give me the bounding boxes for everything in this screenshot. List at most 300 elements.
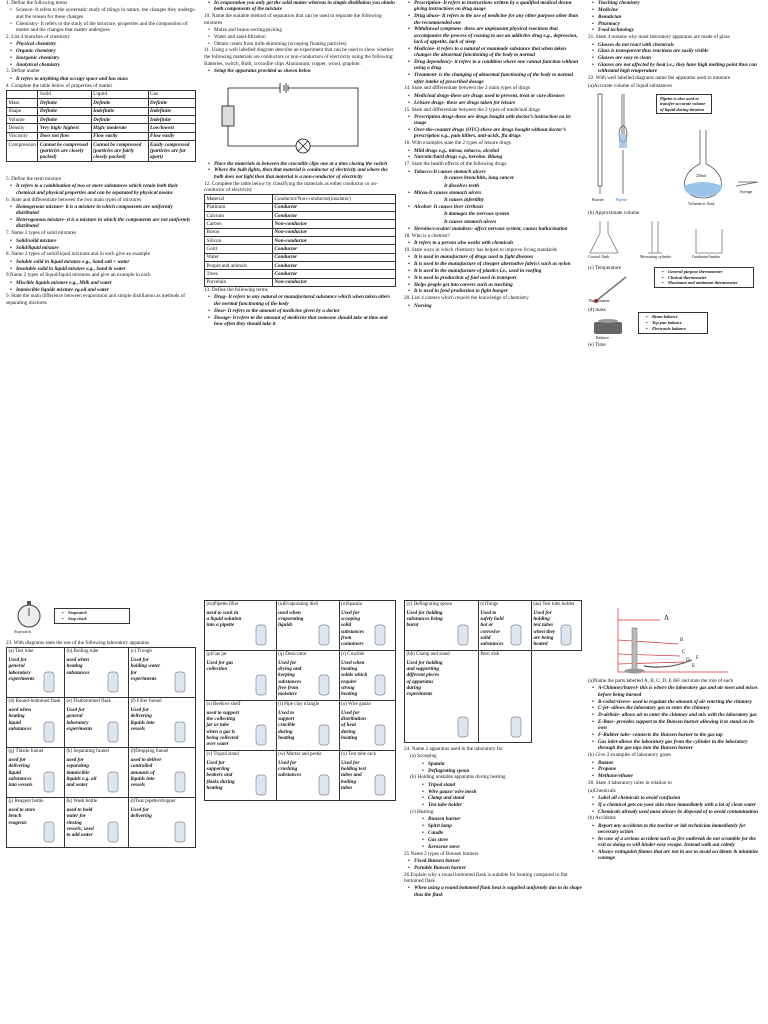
matter-cell: Definite	[91, 116, 148, 124]
apparatus-name: (d) Round-bottomed flask	[8, 698, 61, 704]
q11: 11. Using a well labelled diagram describe an experiment that can be used to show whether the following materials are conductors or non-conductors of electricity using the following:	[204, 47, 394, 60]
cond-cell: People and animals	[205, 262, 273, 270]
q1-chemistry: • Chemistry- It refers to the study of the structure, properties and the composition of matter and the changes that matter undergoes	[16, 21, 196, 34]
q6-heterogenous: • Heterogenous mixture- it is a mixture in which the components are not uniformly distributed	[16, 217, 196, 230]
thermometer-types	[654, 267, 754, 289]
apparatus-use: Used for general laboratory experiments	[66, 706, 93, 732]
cond-cell: Conductor	[272, 245, 395, 253]
q27-item: • D-airhole- allows air to enter the chimney and mix with the laboratory gas	[598, 712, 764, 718]
matter-cell: Indefinite	[91, 107, 148, 115]
time-figure	[6, 600, 196, 634]
q17-tobacco: • Tobacco-It causes stomach ulcers	[414, 169, 582, 175]
apparatus-use: Used for crushing substances	[278, 759, 302, 779]
q17-miraa: • Miraa-It causes stomach ulcers	[414, 190, 582, 196]
def-withdrawal: • Withdrawal symptoms- these are unpleasant physical reactions that accompanies the process of ceasing to use an addictive drug e.g., depression, lack of appetite, lack of sleep	[414, 26, 582, 45]
cond-cell: Water	[205, 253, 273, 261]
q13: 13. Define the following terms	[204, 287, 268, 294]
apparatus-name: (x) Test tube rack	[341, 751, 377, 757]
matter-head: Solid	[38, 90, 91, 98]
bunsen-burner-figure	[588, 600, 764, 678]
q21-item: • Glasses do not react with chemicals	[598, 42, 764, 48]
q28a-item: • Chemicals already used must always be disposed of to avoid contamination	[598, 809, 764, 815]
apparatus-icon	[503, 714, 529, 740]
balance-item: • Beam balance	[652, 314, 704, 319]
career-item: • Teaching chemistry	[598, 0, 764, 6]
q1-science: • Science- It refers to the systematic study of things in nature, the changes they undergo and the reason for these changes	[16, 7, 196, 20]
cond-head: Material	[205, 195, 273, 203]
apparatus-icon	[167, 669, 193, 695]
apparatus-icon	[311, 672, 337, 698]
q22d: (d) mass	[588, 306, 606, 313]
apparatus-use: Used for holding test tubes when they are being heated	[533, 609, 556, 648]
q17-alcohol-3: It causes stomach ulcers	[444, 218, 497, 225]
matter-cell: Cannot be compressed (particles are closely packed)	[38, 141, 91, 162]
matter-cell: Does not flow	[38, 132, 91, 140]
apparatus-icon	[503, 622, 529, 648]
apparatus-icon	[311, 722, 337, 748]
q17-tobacco-2: It causes bronchitis, lung cancer	[444, 175, 514, 182]
branch-item: • Physical chemistry	[16, 41, 196, 47]
q27-item: • C-jet- allows the laboratory gas to enter the chimney	[598, 705, 764, 711]
q9b: 9. State the main difference between evaporation and simple distillation as methods of separating mixtures	[6, 293, 185, 306]
q27b-item: • Propane	[598, 766, 764, 772]
apparatus-name: (s) Beehive shelf	[206, 701, 241, 707]
q8-insoluble: • Insoluble solid in liquid mixture e.g., Sand & water	[16, 266, 196, 272]
cond-head: Conductor/Non-conductor(insulator)	[272, 195, 395, 203]
q19-item: • It is used in manufacture of drugs used to fight diseases	[414, 254, 582, 260]
q14: 14. State and differentiate between the 2 main types of drugs	[404, 85, 530, 92]
apparatus-icon	[248, 672, 274, 698]
q3-answer: • It refers to anything that occupy space and has mass	[16, 76, 196, 82]
q10-item: • Maize and beans-sorting/picking	[214, 27, 396, 33]
q13-dose: • Dose- It refers to the amount of medicine given by a doctor	[214, 308, 396, 314]
q17-tobacco-3: It dissolves teeth	[444, 182, 480, 189]
q26-answer: • When using a round bottomed flask heat is supplied uniformly due to its shape thus the flask	[414, 885, 582, 898]
q24a-item: • Deflagrating spoon	[428, 768, 582, 774]
apparatus-use: used to deliver controlled amounts of liquids into vessels	[130, 756, 162, 789]
apparatus-use: used for delivering liquid substances into vessels	[8, 756, 33, 789]
apparatus-cell	[205, 751, 277, 801]
q17-heroine: • Heroine/cocaine/ mandrax- affect nervous system; causes hallucination	[414, 226, 582, 232]
apparatus-icon	[167, 769, 193, 795]
cond-cell: Trees	[205, 270, 273, 278]
apparatus-name: (g) Thistle funnel	[8, 748, 44, 754]
apparatus-name: (b) Boiling tube	[66, 648, 99, 654]
apparatus-use: Used when heating solids which require strong heating	[341, 659, 368, 698]
q3: 3. Define matter	[6, 68, 40, 75]
conical-label: Conical flask	[588, 254, 610, 260]
apparatus-icon	[36, 719, 62, 745]
apparatus-name: (r) Crucible	[341, 651, 365, 657]
matter-cell: Mass	[7, 99, 38, 107]
apparatus-name: (v) Tripod stand	[206, 751, 239, 757]
col2-top: • In evaporation you only get the solid matter whereas in simple distillation you obtain both components of the mixture	[214, 0, 396, 13]
apparatus-name: (m)Pipette filler	[206, 601, 239, 607]
apparatus-cell	[478, 651, 531, 743]
q20: 20. List 4 careers which require the knowledge of chemistry	[404, 295, 529, 302]
q13-drug: • Drug- It refers to any natural or manufactured substance which when taken alters the normal functioning of the body	[214, 294, 396, 307]
q16-item: • Mild drugs e.g., miraa, tobacco, alcohol	[414, 148, 582, 154]
q28: 28. State 4 laboratory rules in relation to	[588, 780, 672, 787]
apparatus-icon	[100, 669, 126, 695]
apparatus-name: (l)Teat pipette/dropper	[130, 798, 176, 804]
matter-cell: Indefinite	[148, 116, 195, 124]
cond-cell: Conductor	[272, 212, 395, 220]
q17-miraa-2: It causes infertility	[444, 196, 485, 203]
apparatus-icon	[100, 719, 126, 745]
q9-item: • Miscible liquids mixture e.g., Milk and water	[16, 280, 196, 286]
apparatus-cell	[7, 648, 65, 698]
matter-cell: Definite	[91, 99, 148, 107]
q10: 10. Name the suitable method of separation that can be used to separate the following mixtures	[204, 13, 382, 26]
career-item: • Food technology	[598, 27, 764, 33]
apparatus-row	[205, 751, 396, 801]
q9-item: • Immiscible liquids mixture eg.oil and water	[16, 287, 196, 293]
matter-cell: Low/lowest	[148, 124, 195, 132]
apparatus-icon	[100, 769, 126, 795]
q7: 7. Name 2 types of solid mixtures	[6, 230, 77, 237]
column-2	[204, 0, 396, 328]
apparatus-row	[7, 698, 196, 748]
q21: 21. State 4 reasons why most laboratory apparatus are made of glass	[588, 34, 730, 41]
apparatus-icon	[36, 769, 62, 795]
apparatus-name: (p)Gas jar	[206, 651, 227, 657]
apparatus-icon	[450, 714, 476, 740]
apparatus-icon	[367, 722, 393, 748]
apparatus-use: Used for holding and supporting different pieces of apparatus during experiments	[406, 659, 443, 698]
q28b: (b) Accidents	[588, 815, 616, 822]
apparatus-cell	[64, 648, 128, 698]
apparatus-cell	[405, 651, 479, 743]
apparatus-name: (y) Deflagrating spoon	[406, 601, 453, 607]
apparatus-icon	[36, 819, 62, 845]
apparatus-cell	[7, 798, 65, 848]
apparatus-use: used for separating immiscible liquids e.g. oil and water	[66, 756, 97, 789]
apparatus-row	[405, 651, 582, 743]
q24b-item: • Tripod stand	[428, 782, 582, 788]
stopwatch-label: Stopwatch	[14, 629, 31, 634]
apparatus-row	[205, 601, 396, 651]
apparatus-name: (z)Tongs	[480, 601, 499, 607]
label-b: B	[680, 638, 684, 643]
q9: 9.Name 2 types of liquid/liquid mixtures and give an example in each	[6, 272, 151, 279]
q28b-item: • Always extinguish flames that are not in use to avoid accidents & minimize wastage	[598, 849, 764, 862]
apparatus-use: Used for drying and keeping substances free from moisture	[278, 659, 302, 698]
apparatus-icon	[367, 672, 393, 698]
apparatus-cell	[129, 748, 196, 798]
apparatus-name: (e) Flatbottomed flask	[66, 698, 111, 704]
thermometer-label: Thermometer	[588, 297, 610, 303]
q19-item: • It is used in the manufacture of plastics i.e., used in roofing	[414, 268, 582, 274]
bottom-column-2	[204, 600, 396, 801]
apparatus-use: used to hold water for rinsing vessels; used to add water	[66, 806, 94, 839]
apparatus-cell	[478, 601, 531, 651]
q6: 6. State and differentiate between the two main types of mixtures	[6, 196, 142, 203]
apparatus-icon	[100, 819, 126, 845]
apparatus-cell	[129, 698, 196, 748]
apparatus-name: (w) Mortar and pestle	[278, 751, 322, 757]
q24a: (a) Scooping	[410, 753, 437, 760]
apparatus-cell	[276, 751, 339, 801]
cond-cell: Non-conductor	[272, 278, 395, 286]
q15: 15. State and differentiate between the 2 types of medicinal drugs	[404, 106, 541, 113]
apparatus-cell	[339, 601, 395, 651]
q24b-item: • Clamp and stand	[428, 795, 582, 801]
apparatus-use: Used for supporting beakers and flasks during heating	[206, 759, 235, 791]
apparatus-cell	[7, 748, 65, 798]
apparatus-cell	[339, 751, 395, 801]
label-f: F	[696, 656, 699, 661]
q27b: (b) Give 2 examples of laboratory gases	[588, 752, 671, 759]
branch-item: • Analytical chemistry	[16, 62, 196, 68]
apparatus-icon	[36, 669, 62, 695]
q28b-item: • In case of a serious accident such as fire outbreak do not scramble for the exit as doing so will hinder easy escape. Instead walk out calmly	[598, 836, 764, 849]
cond-cell: Conductor	[272, 253, 395, 261]
apparatus-cell	[205, 701, 277, 751]
apparatus-use: used to suck in a liquid solution into a pipette	[206, 609, 242, 629]
apparatus-icon	[450, 622, 476, 648]
q16: 16. With examples state the 2 types of leisure drugs	[404, 140, 511, 147]
q5: 5. Define the term mixture	[6, 176, 62, 183]
cond-cell: Non-conductor	[272, 237, 395, 245]
q27b-item: • Butane	[598, 760, 764, 766]
apparatus-cell	[276, 651, 339, 701]
apparatus-row	[7, 648, 196, 698]
balance-item: • Electronic balance	[652, 326, 704, 331]
apparatus-name: (aa) Test tube holder	[533, 601, 575, 607]
q28a: (a)Chemicals	[588, 787, 616, 794]
career-item: • Medicine	[598, 7, 764, 13]
apparatus-use: Used for holding test tubes and boiling tubes	[341, 759, 366, 791]
def-prescription: • Prescription- It refers to instructions written by a qualified medical doctor giving instructions on drug usage	[414, 0, 582, 13]
apparatus-use: Used for distribution of heat during heating	[341, 709, 366, 741]
bottom-column-1	[6, 600, 196, 848]
apparatus-name: (o)Spatula	[341, 601, 362, 607]
beaker-label: Graduated beaker	[692, 254, 721, 260]
q25: 25 Name 2 types of Bunsen burners	[404, 850, 479, 857]
matter-head	[7, 90, 38, 98]
conductor-table	[204, 194, 396, 287]
q27b-item: • Methane/ethane	[598, 773, 764, 779]
matter-cell: Shape	[7, 107, 38, 115]
apparatus-use: Used for general laboratory experiments	[8, 656, 35, 682]
def-dependency: • Drug dependency- it refers to a condition where one cannot function without using a drug	[414, 59, 582, 72]
q22a: (a)Accurate volume of liquid substances	[588, 82, 672, 89]
apparatus-row	[205, 651, 396, 701]
apparatus-name: (f) Filter funnel	[130, 698, 162, 704]
q27-item: • F-Rubber tube- connects the Bunsen burner to the gas tap	[598, 732, 764, 738]
bottom-column-3	[404, 600, 582, 899]
apparatus-icon	[167, 819, 193, 845]
def-medicine: • Medicine- it refers to a natural or manmade substance that when taken changes the abnormal functioning of the body to normal	[414, 46, 582, 59]
q27-item: • E-Base- provides support to the Bunsen burner allowing it to stand on its own	[598, 719, 764, 732]
apparatus-use: Used to safely hold hot or corrosive solid substances	[480, 609, 504, 648]
cond-cell: Calcium	[205, 212, 273, 220]
q24c-item: • Bunsen burner	[428, 816, 582, 822]
q2: 2. List 4 branches of chemistry	[6, 33, 71, 40]
apparatus-icon	[367, 772, 393, 798]
matter-cell: Definite	[38, 99, 91, 107]
apparatus-row	[7, 748, 196, 798]
q24c-item: • Candle	[428, 830, 582, 836]
matter-head: Liquid	[91, 90, 148, 98]
q24: 24. Name 2 apparatus used in the laboratory for	[404, 746, 503, 752]
q19-item: • It is used in production of fuel used in transport	[414, 275, 582, 281]
q27-item: • Gas inlet-allows the laboratory gas from the cylinder in the laboratory through the gas taps into the Bunsen burner	[598, 739, 764, 752]
q11-materials: Batteries, switch, Bulb, crocodile clips Aluminium, copper, wood, graphite.	[204, 61, 361, 68]
matter-cell: Indefinite	[148, 107, 195, 115]
apparatus-use: Used to support crucible during heating	[278, 709, 296, 741]
q21-item: • Glasses are easy to clean	[598, 55, 764, 61]
q19-item: • Helps people get into careers such as teaching	[414, 282, 582, 288]
apparatus-name: (j) Reagent bottle	[8, 798, 44, 804]
apparatus-name: (n)Evaporating dish	[278, 601, 319, 607]
page-bottom	[0, 600, 768, 1024]
q23: 23. With diagrams state the use of the following laboratory apparatus	[6, 640, 150, 646]
balance-types	[638, 312, 708, 334]
q28a-item: • Label all chemicals to avoid confusion	[598, 795, 764, 801]
q24c-item: • Spirit lamp	[428, 823, 582, 829]
label-c: C	[682, 650, 686, 655]
apparatus-icon	[248, 772, 274, 798]
career-item: • Beautician	[598, 14, 764, 20]
apparatus-cell	[129, 648, 196, 698]
apparatus-cell	[205, 601, 277, 651]
q20-item: • Nursing	[414, 303, 582, 309]
matter-cell: Compression	[7, 141, 38, 162]
cond-cell: Non-conductor	[272, 228, 395, 236]
apparatus-row	[405, 601, 582, 651]
pipette-note: Pipette is also used to transfer accurate volume of liquid during titration	[656, 94, 712, 114]
apparatus-use: used when evaporating liquids	[278, 609, 304, 629]
q27-item: • B-collar/sleeve- used to regulate the amount of air entering the chimney	[598, 699, 764, 705]
cylinder-label: Measuring cylinder	[640, 254, 672, 260]
vflask-label: Volumetric flask	[688, 200, 715, 206]
apparatus-use: used when heating liquid substances	[8, 706, 32, 732]
bottom-column-4	[588, 600, 764, 862]
apparatus-grid-2	[204, 600, 396, 801]
volumetric-figure	[588, 90, 764, 210]
cond-cell: Platinum	[205, 203, 273, 211]
q19-item: • It is used in the manufacture of cheaper alternative fabrics such as nylon	[414, 261, 582, 267]
label-e: E	[692, 664, 696, 669]
q7-item: • Solid/liquid mixture	[16, 245, 196, 251]
approx-glassware-icon	[588, 217, 764, 265]
matter-cell: Cannot be compressed (particles are fairly closely packed)	[91, 141, 148, 162]
q11-step2: • Where the bulb lights, then that material is conductor of electricity and where the bulb does not light then that material is a non-conductor of electricity	[214, 167, 396, 180]
q24b: (b) Holding unstable apparatus during heating	[410, 774, 506, 781]
cond-cell: Conductor	[272, 203, 395, 211]
apparatus-icon	[553, 622, 579, 648]
q17-alcohol-2: It damages the nervous system	[444, 211, 510, 218]
apparatus-cell	[64, 798, 128, 848]
q14-item: • Medicinal drugs-these are drugs used to prevent, treat or cure diseases	[414, 93, 582, 99]
q18: 18. Who is a chemist?	[404, 232, 450, 239]
q24c: (c) Heating	[410, 809, 434, 816]
matter-cell: Viscosity	[7, 132, 38, 140]
q15-item: • Prescription drugs-these are drugs bought with doctor’s instruction on its usage	[414, 114, 582, 127]
thermo-item: • Maximum and minimum thermometer	[668, 280, 750, 285]
q4: 4. Complete the table below of properties of matter	[6, 82, 113, 89]
q19-item: • It is used in food production to fight hunger	[414, 288, 582, 294]
volume-label: 250ml	[696, 172, 707, 178]
apparatus-grid-1	[6, 647, 196, 848]
matter-cell: Definite	[38, 116, 91, 124]
q11-step1: • Place the materials in between the crocodile clips one at a time closing the switch	[214, 161, 396, 167]
q24b-item: • Wire gauze/ wire mesh	[428, 789, 582, 795]
q24a-item: • Spatula	[428, 761, 582, 767]
matter-cell: Easily compressed (particles are far apart)	[148, 141, 195, 162]
cond-cell: Non-conductor	[272, 220, 395, 228]
matter-cell: Volume	[7, 116, 38, 124]
pipette-label: Pipette	[616, 196, 628, 202]
apparatus-cell	[276, 701, 339, 751]
apparatus-row	[7, 798, 196, 848]
matter-cell: Definite	[148, 99, 195, 107]
apparatus-grid-3	[404, 600, 582, 743]
q17-alcohol: • Alcohol- It causes liver cirrhosis	[414, 204, 582, 210]
apparatus-cell	[276, 601, 339, 651]
q25-item: • Fixed Bunsen burner	[414, 858, 582, 864]
q1: 1. Define the following terms	[6, 0, 68, 6]
q11-setup: • Setup the apparatus provided as shown below	[214, 68, 396, 74]
q24c-item: • Gas stove	[428, 837, 582, 843]
q13-dosage: • Dosage- it refers to the amount of medicine that someone should take at time and how often they should take it	[214, 315, 396, 328]
balance-label: Balance	[596, 335, 609, 340]
apparatus-name: (q) Desiccator	[278, 651, 307, 657]
label-d: D	[686, 658, 690, 663]
q7-item: • Solid/solid mixture	[16, 238, 196, 244]
q22b: (b) Approximate volume	[588, 209, 640, 216]
mass-figure	[588, 314, 764, 342]
column-3	[404, 0, 582, 309]
apparatus-use: used when heating substances	[66, 656, 90, 676]
def-treatment: • Treatment- is the changing of abnormal functioning of the body to normal after intake of prescribed dosage	[414, 72, 582, 85]
cond-cell: Boron	[205, 228, 273, 236]
syringe-label: Syringe	[740, 188, 753, 194]
approx-volume-figure	[588, 217, 764, 265]
matter-cell: Density	[7, 124, 38, 132]
cond-cell: Porcelain	[205, 278, 273, 286]
burette-label: Burette	[592, 196, 604, 202]
stopwatch-icon	[14, 600, 44, 630]
apparatus-name: (k) Separating funnel	[66, 748, 109, 754]
q28a-item: • If a chemical gets on your skin rinse immediately with a lot of clean water	[598, 802, 764, 808]
apparatus-use: Used for gas collection	[206, 659, 234, 672]
matter-cell: Flow easily	[91, 132, 148, 140]
q21-item: • Glasses are not affected by heat i.e.; they have high melting point thus can withstand high temperature	[598, 62, 764, 75]
apparatus-name: (l)Dropping funnel	[130, 748, 169, 754]
apparatus-icon	[248, 622, 274, 648]
cond-cell: Conductor	[272, 262, 395, 270]
q6-homogenous: • Homogenous mixture- it is a mixture in which components are uniformly distributed	[16, 204, 196, 217]
label-a: A	[664, 614, 670, 622]
q27: (a)Name the parts labelled A, B, C, D, E &F and state the role of each	[588, 678, 734, 684]
matter-cell: Flow easily	[148, 132, 195, 140]
apparatus-icon	[248, 722, 274, 748]
column-1	[6, 0, 196, 307]
q14-item: • Leisure drugs- these are drugs taken for leisure	[414, 100, 582, 106]
q10-item: • Water and sand-filtration	[214, 34, 396, 40]
branch-item: • Organic chemistry	[16, 48, 196, 54]
cond-cell: Gold	[205, 245, 273, 253]
matter-cell: Definite	[38, 107, 91, 115]
q26: 26.Explain why a round bottomed flask is suitable for heating compared to flat bottomed flask	[404, 871, 568, 885]
q17: 17. State the health effects of the following drugs	[404, 161, 507, 168]
apparatus-use: Used for holding substances being burnt	[406, 609, 443, 629]
circuit-diagram	[218, 78, 368, 156]
balance-item: • Top pan balance	[652, 320, 704, 325]
